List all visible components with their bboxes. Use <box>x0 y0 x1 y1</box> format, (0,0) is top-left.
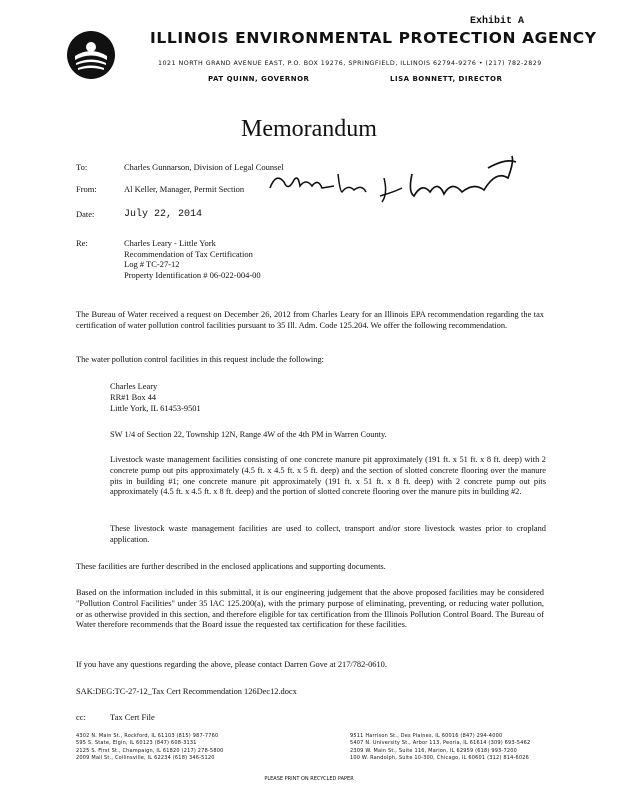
from-value: Al Keller, Manager, Permit Section <box>124 184 245 194</box>
footer-line: 5407 N. University St., Arbor 113, Peoria, IL 61614 (309) 693-5462 <box>350 740 531 747</box>
address-line: Little York, IL 61453-9501 <box>110 403 201 413</box>
cc-label: cc: <box>76 712 86 722</box>
footer-line: 4302 N. Main St., Rockford, IL 61103 (815) 987-7760 <box>76 733 219 739</box>
date-value: July 22, 2014 <box>124 209 203 220</box>
signature-image <box>262 148 537 213</box>
footer-line: 2009 Mall St., Collinsville, IL 62234 (618) 346-5120 <box>76 755 215 762</box>
facilities-intro: The water pollution control facilities in this request include the following: <box>76 355 324 364</box>
to-value: Charles Gunnarson, Division of Legal Counsel <box>124 162 284 172</box>
footer-line: 100 W. Randolph, Suite 10-300, Chicago, IL 60601 (312) 814-6026 <box>350 755 529 762</box>
agency-address: 1021 NORTH GRAND AVENUE EAST, P.O. BOX 19276, SPRINGFIELD, ILLINOIS 62794-9276 • (217) 782-2829 <box>158 60 542 67</box>
intro-paragraph: The Bureau of Water received a request on December 26, 2012 from Charles Leary for an Illinois EPA recommendation regarding the tax certification of water pollution control facilities pursuant to 35 Ill. Adm. Code 125.204. We offer the following recommendation. <box>76 310 544 330</box>
recycled-paper-note: PLEASE PRINT ON RECYCLED PAPER <box>264 776 354 782</box>
cc-value: Tax Cert File <box>110 712 155 722</box>
address-line: RR#1 Box 44 <box>110 392 157 402</box>
re-label: Re: <box>76 238 88 248</box>
contact-paragraph: If you have any questions regarding the above, please contact Darren Gove at 217/782-0610. <box>76 660 387 669</box>
footer-line: 9511 Harrison St., Des Plaines, IL 60016 (847) 294-4000 <box>350 733 503 739</box>
to-label: To: <box>76 162 88 172</box>
footer-line: 595 S. State, Elgin, IL 60123 (847) 608-3131 <box>76 740 197 747</box>
date-label: Date: <box>76 209 95 219</box>
from-label: From: <box>76 184 97 194</box>
footer-line: 2309 W. Main St., Suite 116, Marion, IL 62959 (618) 993-7200 <box>350 747 518 754</box>
further-described-paragraph: These facilities are further described in the enclosed applications and supporting documents. <box>76 562 386 571</box>
re-line: Recommendation of Tax Certification <box>124 248 253 259</box>
exhibit-label: Exhibit A <box>470 16 525 27</box>
judgement-paragraph: Based on the information included in this submittal, it is our engineering judgement that the above proposed facilities may be considered "Pollution Control Facilities" under 35 IAC 125.200(a), with the primary purpose of eliminating, preventing, or reducing water pollution, or as otherwise provided in this section, and therefore eligible for tax certification from the Illinois Pollution Control Board. The Bureau of Water therefore recommends that the Board issue the requested tax certification for these facilities. <box>76 588 544 630</box>
re-line: Property Identification # 06-022-004-00 <box>124 269 261 280</box>
agency-name: ILLINOIS ENVIRONMENTAL PROTECTION AGENCY <box>150 29 597 47</box>
memo-title: Memorandum <box>241 116 377 142</box>
re-line: Charles Leary - Little York <box>124 238 216 248</box>
applicant-address <box>110 382 201 414</box>
re-block <box>124 238 261 280</box>
re-line: Log # TC-27-12 <box>124 259 180 270</box>
footer-offices-right <box>350 733 530 763</box>
director-name: LISA BONNETT, DIRECTOR <box>390 75 503 83</box>
footer-line: 2125 S. First St., Champaign, IL 61820 (217) 278-5800 <box>76 747 224 754</box>
facilities-description: Livestock waste management facilities consisting of one concrete manure pit approximately (191 ft. x 51 ft. x 8 ft. deep) with 2 concrete pump out pits approximately (4.5 ft. x 4.5 ft. x 5 ft. deep) and the section of slotted concrete flooring over the manure pits in building #1; one concrete manure pit approximately (191 ft. x 51 ft. x 8 ft. deep) with 2 concrete pump out pits approximately (4.5 ft. x 4.5 ft. x 8 ft. deep) and the portion of slotted concrete flooring over the manure pits in building #2. <box>110 455 546 497</box>
facilities-purpose: These livestock waste management facilities are used to collect, transport and/or store livestock wastes prior to cropland application. <box>110 524 546 544</box>
location-line: SW 1/4 of Section 22, Township 12N, Range 4W of the 4th PM in Warren County. <box>110 430 387 439</box>
governor-name: PAT QUINN, GOVERNOR <box>208 75 310 83</box>
address-line: Charles Leary <box>110 382 158 391</box>
file-reference: SAK:DEG:TC-27-12_Tax Cert Recommendation 126Dec12.docx <box>76 687 297 696</box>
footer-offices-left <box>76 733 223 763</box>
illinois-epa-logo-icon <box>66 30 116 80</box>
